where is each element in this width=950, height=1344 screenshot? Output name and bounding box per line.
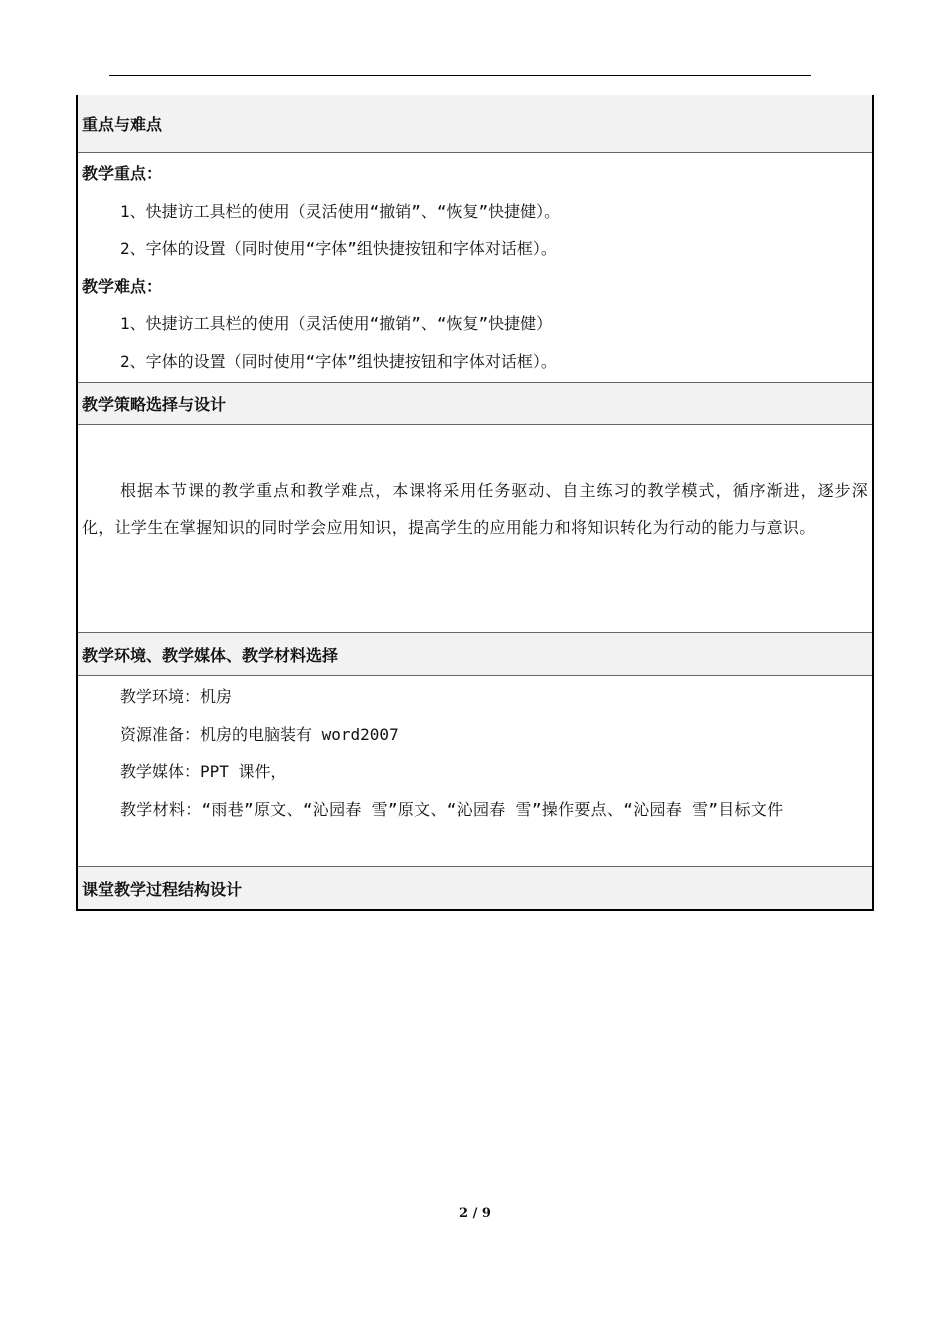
page-number: 2 / 9 [459,1206,491,1221]
materials-paragraph: 教学材料：“雨巷”原文、“沁园春 雪”原文、“沁园春 雪”操作要点、“沁园春 雪”目标文件 [120,799,784,819]
focus-item: 2、字体的设置（同时使用“字体”组快捷按钮和字体对话框）。 [120,239,557,258]
environment-title: 教学环境、教学媒体、教学材料选择 [82,645,339,665]
key-points-title: 重点与难点 [82,115,163,134]
process-header [78,867,872,909]
process-title: 课堂教学过程结构设计 [82,879,243,899]
difficulty-item: 1、快捷访工具栏的使用（灵活使用“撤销”、“恢复”快捷健） [120,314,553,333]
strategy-title: 教学策略选择与设计 [82,395,227,414]
strategy-paragraph: 根据本节课的教学重点和教学难点，本课将采用任务驱动、自主练习的教学模式，循序渐进，逐步深化，让学生在掌握知识的同时学会应用知识，提高学生的应用能力和将知识转化为行动的能力与意识。 [82,481,868,537]
environment-line: 教学环境：机房 [120,687,233,706]
key-points-header [78,95,872,153]
focus-label: 教学重点： [82,164,163,183]
strategy-header [78,383,872,425]
focus-item: 1、快捷访工具栏的使用（灵活使用“撤销”、“恢复”快捷健）。 [120,201,561,221]
key-points-body [78,153,872,383]
difficulty-label: 教学难点： [82,276,163,296]
strategy-body [78,425,872,633]
media-line: 教学媒体：PPT 课件， [120,762,287,781]
environment-body [78,676,872,867]
lesson-plan-table [76,95,874,911]
header-rule [109,75,811,76]
resource-line: 资源准备：机房的电脑装有 word2007 [120,724,399,744]
difficulty-item: 2、字体的设置（同时使用“字体”组快捷按钮和字体对话框）。 [120,351,557,371]
environment-header [78,633,872,676]
